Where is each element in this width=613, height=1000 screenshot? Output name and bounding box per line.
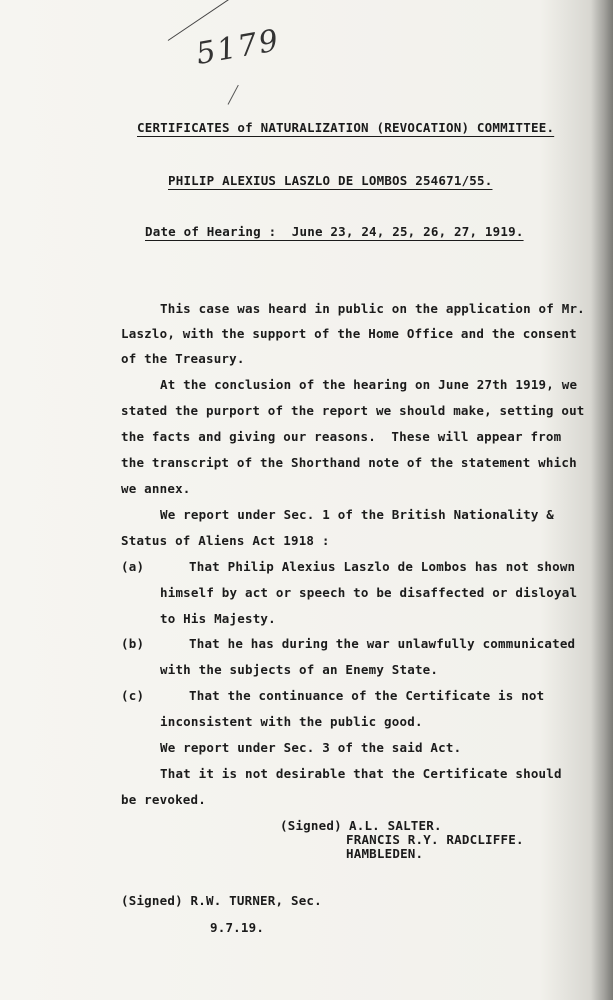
document-date: 9.7.19.: [210, 920, 265, 935]
item-c-line: inconsistent with the public good.: [160, 714, 423, 729]
item-a-line: That Philip Alexius Laszlo de Lombos has not shown: [189, 559, 576, 574]
signatory-name: A.L. SALTER.: [349, 818, 442, 833]
case-heading: PHILIP ALEXIUS LASZLO DE LOMBOS 254671/55.: [168, 173, 493, 188]
body-line: Laszlo, with the support of the Home Office and the consent: [121, 326, 577, 341]
secretary-signature: (Signed) R.W. TURNER, Sec.: [121, 893, 322, 908]
body-line: stated the purport of the report we should make, setting out: [121, 403, 585, 418]
body-line: the transcript of the Shorthand note of the statement which: [121, 455, 577, 470]
item-c-label: (c): [121, 688, 145, 703]
signatory-name: HAMBLEDEN.: [346, 846, 424, 861]
signatory-name: FRANCIS R.Y. RADCLIFFE.: [346, 832, 524, 847]
item-a-label: (a): [121, 559, 145, 574]
signed-label: (Signed): [280, 818, 342, 833]
hearing-date-heading: Date of Hearing : June 23, 24, 25, 26, 27, 1919.: [145, 224, 524, 239]
body-line: we annex.: [121, 481, 191, 496]
item-c-line: That the continuance of the Certificate is not: [189, 688, 545, 703]
page-edge-shadow: [591, 0, 613, 1000]
body-line: of the Treasury.: [121, 351, 245, 366]
body-line: At the conclusion of the hearing on June 27th 1919, we: [160, 377, 578, 392]
handwritten-tick: [228, 85, 239, 105]
closing-line: We report under Sec. 3 of the said Act.: [160, 740, 462, 755]
handwritten-file-number: 5179: [193, 22, 283, 73]
item-b-line: with the subjects of an Enemy State.: [160, 662, 439, 677]
item-b-line: That he has during the war unlawfully communicated: [189, 636, 576, 651]
item-b-label: (b): [121, 636, 145, 651]
item-a-line: to His Majesty.: [160, 611, 276, 626]
closing-line: That it is not desirable that the Certificate should: [160, 766, 562, 781]
body-line: Status of Aliens Act 1918 :: [121, 533, 330, 548]
committee-heading: CERTIFICATES of NATURALIZATION (REVOCATION) COMMITTEE.: [137, 120, 555, 135]
body-line: the facts and giving our reasons. These will appear from: [121, 429, 562, 444]
body-line: This case was heard in public on the application of Mr.: [160, 301, 585, 316]
item-a-line: himself by act or speech to be disaffected or disloyal: [160, 585, 578, 600]
closing-line: be revoked.: [121, 792, 206, 807]
body-line: We report under Sec. 1 of the British Nationality &: [160, 507, 555, 522]
